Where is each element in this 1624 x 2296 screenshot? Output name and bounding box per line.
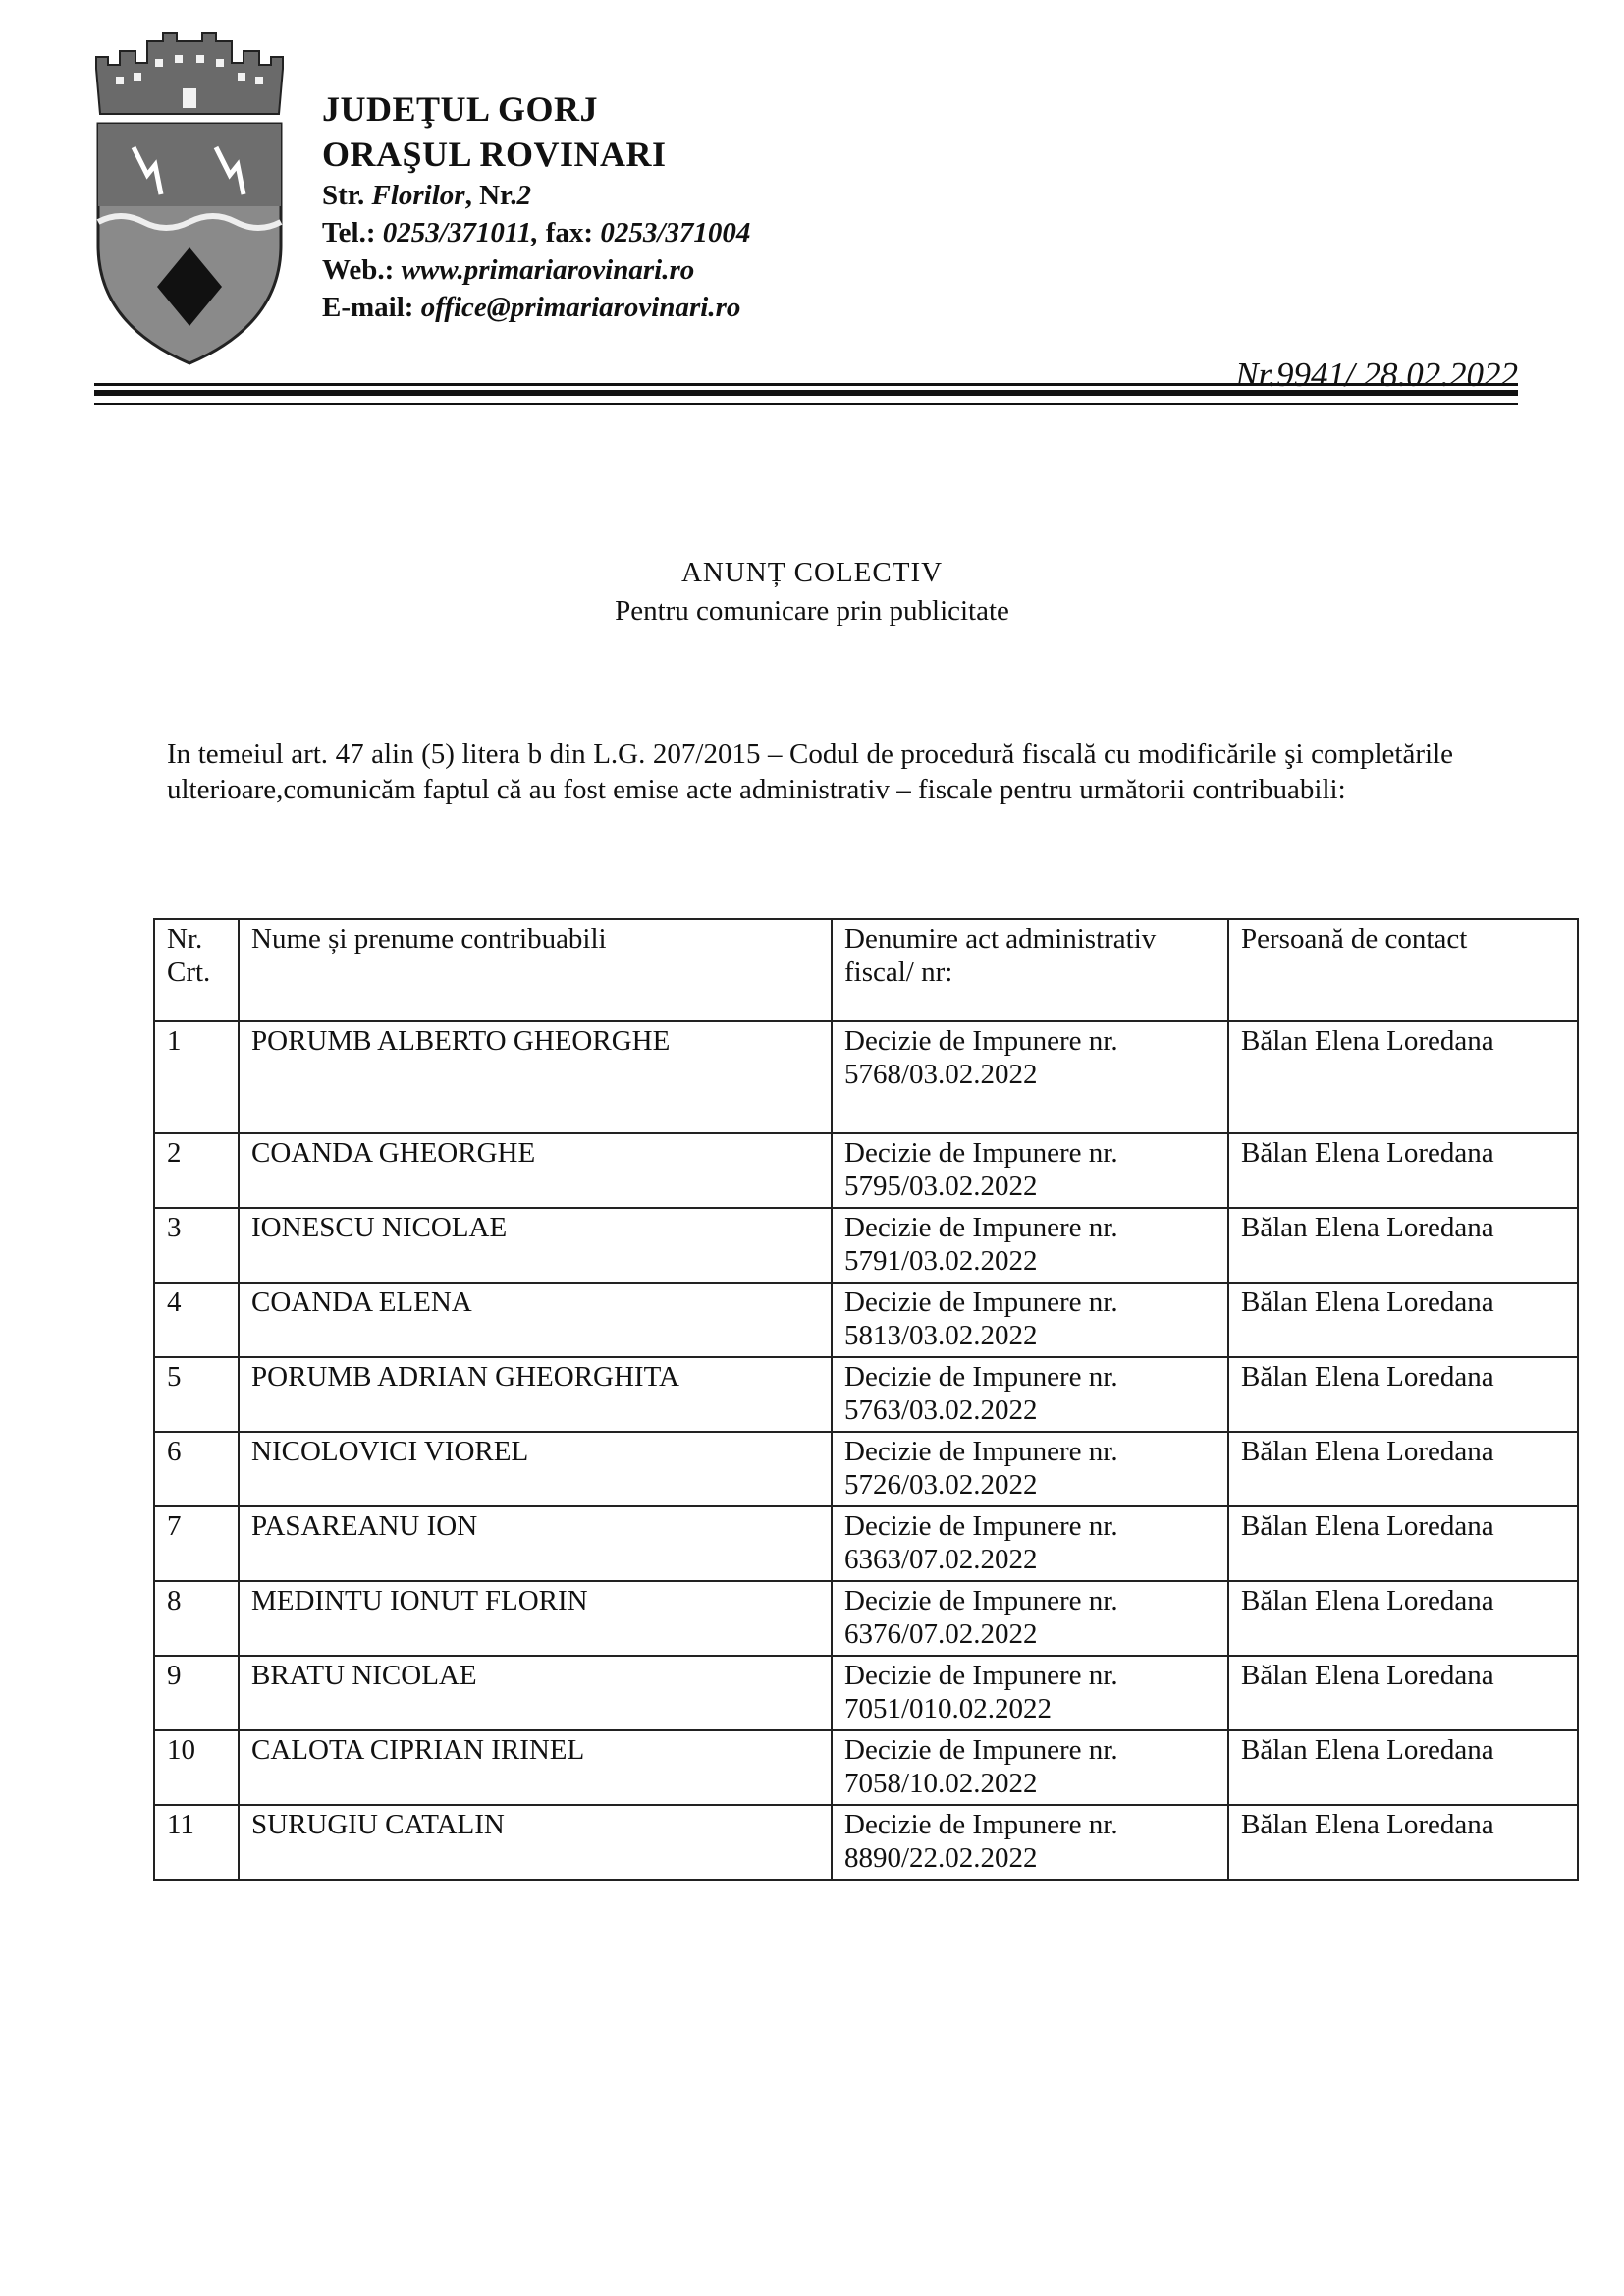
address-line: Str. Florilor, Nr.2 [322, 180, 531, 211]
header-divider [94, 383, 1518, 386]
cell-act: Decizie de Impunere nr. 5791/03.02.2022 [832, 1208, 1228, 1283]
cell-name: BRATU NICOLAE [239, 1656, 832, 1730]
cell-nr: 11 [154, 1805, 239, 1880]
table-row [154, 1432, 1578, 1506]
cell-nr: 6 [154, 1432, 239, 1506]
document-title: ANUNȚ COLECTIV [680, 557, 944, 588]
cell-nr: 1 [154, 1021, 239, 1133]
cell-act: Decizie de Impunere nr. 8890/22.02.2022 [832, 1805, 1228, 1880]
cell-name: COANDA ELENA [239, 1283, 832, 1357]
town-name: ORAŞUL ROVINARI [322, 135, 667, 174]
web-line: Web.: www.primariarovinari.ro [322, 254, 695, 286]
cell-nr: 10 [154, 1730, 239, 1805]
contributors-table [153, 918, 1579, 1881]
phone-line: Tel.: 0253/371011, fax: 0253/371004 [322, 217, 751, 248]
cell-nr: 5 [154, 1357, 239, 1432]
cell-contact: Bălan Elena Loredana [1228, 1283, 1578, 1357]
cell-name: CALOTA CIPRIAN IRINEL [239, 1730, 832, 1805]
cell-name: COANDA GHEORGHE [239, 1133, 832, 1208]
cell-name: MEDINTU IONUT FLORIN [239, 1581, 832, 1656]
table-header-row [154, 919, 1578, 1021]
cell-act: Decizie de Impunere nr. 7058/10.02.2022 [832, 1730, 1228, 1805]
header-act: Denumire act administrativ fiscal/ nr: [832, 919, 1228, 1021]
cell-name: SURUGIU CATALIN [239, 1805, 832, 1880]
cell-contact: Bălan Elena Loredana [1228, 1805, 1578, 1880]
table-row [154, 1208, 1578, 1283]
cell-contact: Bălan Elena Loredana [1228, 1357, 1578, 1432]
cell-act: Decizie de Impunere nr. 5813/03.02.2022 [832, 1283, 1228, 1357]
table-row [154, 1805, 1578, 1880]
cell-name: PORUMB ALBERTO GHEORGHE [239, 1021, 832, 1133]
table-row [154, 1283, 1578, 1357]
cell-name: PORUMB ADRIAN GHEORGHITA [239, 1357, 832, 1432]
cell-nr: 4 [154, 1283, 239, 1357]
cell-name: NICOLOVICI VIOREL [239, 1432, 832, 1506]
cell-contact: Bălan Elena Loredana [1228, 1021, 1578, 1133]
email-link[interactable]: office@primariarovinari.ro [420, 292, 741, 323]
header-contact: Persoană de contact [1228, 919, 1578, 1021]
table-row [154, 1730, 1578, 1805]
cell-act: Decizie de Impunere nr. 5795/03.02.2022 [832, 1133, 1228, 1208]
cell-contact: Bălan Elena Loredana [1228, 1506, 1578, 1581]
cell-name: IONESCU NICOLAE [239, 1208, 832, 1283]
header-name: Nume și prenume contribuabili [239, 919, 832, 1021]
coat-of-arms-icon [86, 29, 293, 373]
cell-act: Decizie de Impunere nr. 6376/07.02.2022 [832, 1581, 1228, 1656]
county-name: JUDEŢUL GORJ [322, 89, 599, 129]
table-row [154, 1357, 1578, 1432]
intro-paragraph: In temeiul art. 47 alin (5) litera b din L.G. 207/2015 – Codul de procedură fiscală cu modificările şi completările ulterioare,comunicăm faptul că au fost emise acte administrativ – fiscale pentru următorii contribuabili: [167, 738, 1453, 805]
cell-contact: Bălan Elena Loredana [1228, 1208, 1578, 1283]
header-nr: Nr. Crt. [154, 919, 239, 1021]
table-row [154, 1133, 1578, 1208]
cell-contact: Bălan Elena Loredana [1228, 1656, 1578, 1730]
cell-contact: Bălan Elena Loredana [1228, 1133, 1578, 1208]
document-subtitle: Pentru comunicare prin publicitate [615, 595, 1009, 627]
cell-contact: Bălan Elena Loredana [1228, 1432, 1578, 1506]
table-row [154, 1656, 1578, 1730]
cell-act: Decizie de Impunere nr. 6363/07.02.2022 [832, 1506, 1228, 1581]
table-row [154, 1506, 1578, 1581]
cell-nr: 7 [154, 1506, 239, 1581]
cell-act: Decizie de Impunere nr. 5726/03.02.2022 [832, 1432, 1228, 1506]
cell-nr: 9 [154, 1656, 239, 1730]
table-row [154, 1581, 1578, 1656]
cell-act: Decizie de Impunere nr. 5768/03.02.2022 [832, 1021, 1228, 1133]
cell-nr: 8 [154, 1581, 239, 1656]
header-divider-thin [94, 403, 1518, 405]
email-line: E-mail: office@primariarovinari.ro [322, 292, 741, 323]
website-link[interactable]: www.primariarovinari.ro [401, 254, 695, 286]
cell-name: PASAREANU ION [239, 1506, 832, 1581]
cell-contact: Bălan Elena Loredana [1228, 1581, 1578, 1656]
cell-act: Decizie de Impunere nr. 7051/010.02.2022 [832, 1656, 1228, 1730]
cell-act: Decizie de Impunere nr. 5763/03.02.2022 [832, 1357, 1228, 1432]
cell-nr: 3 [154, 1208, 239, 1283]
cell-contact: Bălan Elena Loredana [1228, 1730, 1578, 1805]
cell-nr: 2 [154, 1133, 239, 1208]
document-number: Nr.9941/ 28.02.2022 [1235, 355, 1518, 394]
header-divider-thick [94, 390, 1518, 396]
table-row [154, 1021, 1578, 1133]
